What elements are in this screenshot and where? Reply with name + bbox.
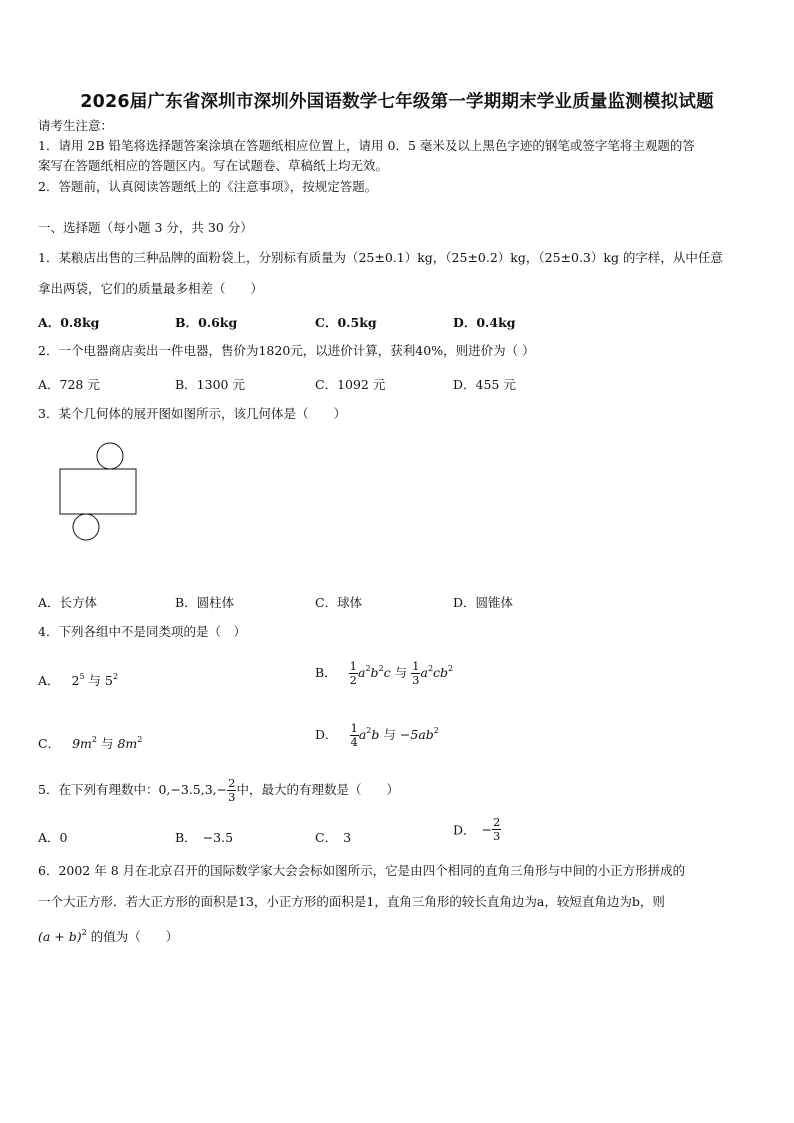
- q4-c-right: $8m^2$: [117, 735, 143, 751]
- q5-option-b: B． −3.5: [175, 830, 234, 845]
- q5-frac: $\frac{2}{3}$: [228, 776, 236, 804]
- question-6-line-2: 一个大正方形．若大正方形的面积是13，小正方形的面积是1，直角三角形的较长直角边为a，较短直角边为b，则: [38, 894, 665, 909]
- q3-option-a: A．长方体: [38, 595, 98, 610]
- q4-option-b: [315, 660, 453, 687]
- net-top-circle: [97, 443, 123, 469]
- q2-option-c: C．1092 元: [315, 377, 386, 392]
- q5-d-frac: $\frac{2}{3}$: [493, 815, 501, 843]
- q4-a-left: $2^5$: [71, 672, 85, 688]
- q4-c-left: $9m^2$: [72, 735, 97, 751]
- q5-number-list: 0,−3.5,3,−: [158, 782, 228, 797]
- q4-a-right: $5^2$: [105, 672, 119, 688]
- q2-text-post: ，则进价为（ ）: [443, 343, 535, 358]
- net-figure: [58, 440, 140, 545]
- q5-option-c: C． 3: [315, 830, 352, 845]
- section-heading: 一、选择题（每小题 3 分，共 30 分）: [38, 220, 253, 235]
- question-1-line-2: 拿出两袋，它们的质量最多相差（ ）: [38, 281, 264, 296]
- net-rectangle: [60, 469, 136, 514]
- q1-option-d: D．0.4kg: [453, 315, 516, 330]
- q6-expression: (a + b): [38, 929, 82, 944]
- q4-a-yu: 与: [88, 673, 102, 688]
- q4-b-yu: 与: [394, 665, 408, 680]
- q1-option-c: C．0.5kg: [315, 315, 377, 330]
- q4-b-label: B．: [315, 665, 337, 680]
- q5-text-post: 中，最大的有理数是（ ）: [236, 782, 399, 797]
- q4-d-right: $-5ab^2$: [399, 726, 439, 742]
- question-1-line-1: 1．某粮店出售的三种品牌的面粉袋上，分别标有质量为（25±0.1）kg，（25±0.2）kg，（25±0.3）kg 的字样，从中任意: [38, 250, 723, 265]
- question-6-line-3: [38, 929, 178, 945]
- q4-c-yu: 与: [100, 736, 114, 751]
- q4-b-term-2: $a^2cb^2$: [420, 664, 454, 680]
- q6-exponent: 2: [81, 928, 87, 937]
- notice-item-2: 2．答题前，认真阅读答题纸上的《注意事项》，按规定答题。: [38, 179, 378, 194]
- net-bottom-circle: [73, 514, 99, 540]
- q2-price: 1820元: [258, 343, 303, 358]
- q4-c-label: C．: [38, 736, 61, 751]
- notice-item-1-line-2: 案写在答题纸相应的答题区内。写在试题卷、草稿纸上均无效。: [38, 158, 389, 173]
- q2-option-d: D．455 元: [453, 377, 516, 392]
- page-title: 2026届广东省深圳市深圳外国语数学七年级第一学期期末学业质量监测模拟试题: [80, 92, 714, 112]
- question-5-stem: [38, 777, 399, 804]
- q1-option-a: A．0.8kg: [38, 315, 100, 330]
- q4-d-frac: $\frac{1}{4}$: [350, 721, 358, 749]
- q2-text-pre: 2．一个电器商店卖出一件电器，售价为: [38, 343, 259, 358]
- q4-d-term-1: $a^2b$: [358, 726, 380, 742]
- q4-b-frac-1: $\frac{1}{2}$: [349, 659, 357, 687]
- q4-b-frac-2: $\frac{1}{3}$: [412, 659, 420, 687]
- notice-item-1-line-1: 1．请用 2B 铅笔将选择题答案涂填在答题纸相应位置上，请用 0．5 毫米及以上黑色字迹的钢笔或签字笔将主观题的答: [38, 138, 695, 153]
- q6-text-post: 的值为（ ）: [86, 929, 179, 944]
- q4-option-a: [38, 671, 118, 689]
- q4-d-label: D．: [315, 727, 338, 742]
- q4-option-d: [315, 722, 439, 749]
- q2-option-b: B．1300 元: [175, 377, 245, 392]
- q3-option-d: D．圆锥体: [453, 595, 514, 610]
- question-3-stem: 3．某个几何体的展开图如图所示，该几何体是（ ）: [38, 406, 346, 421]
- question-6-line-1: 6．2002 年 8 月在北京召开的国际数学家大会会标如图所示，它是由四个相同的直角三角形与中间的小正方形拼成的: [38, 863, 686, 878]
- q2-option-a: A．728 元: [38, 377, 100, 392]
- notice-heading: 请考生注意：: [38, 118, 114, 133]
- q5-option-d: D． − $\frac{2}{3}$: [453, 815, 501, 843]
- question-2-stem: [38, 343, 535, 359]
- q1-option-b: B．0.6kg: [175, 315, 238, 330]
- q5-text-pre: 5．在下列有理数中：: [38, 782, 159, 797]
- q3-option-c: C．球体: [315, 595, 363, 610]
- q5-option-a: A．0: [38, 830, 68, 845]
- q4-d-yu: 与: [383, 727, 396, 742]
- q4-b-term-1: $a^2b^2c$: [358, 664, 391, 680]
- q4-a-label: A．: [38, 673, 60, 688]
- q2-rate: 40%: [415, 343, 444, 358]
- q3-option-b: B．圆柱体: [175, 595, 235, 610]
- question-4-stem: 4．下列各组中不是同类项的是（ ）: [38, 624, 246, 639]
- q2-text-mid: ，以进价计算，获利: [302, 343, 416, 358]
- q4-option-c: [38, 734, 142, 752]
